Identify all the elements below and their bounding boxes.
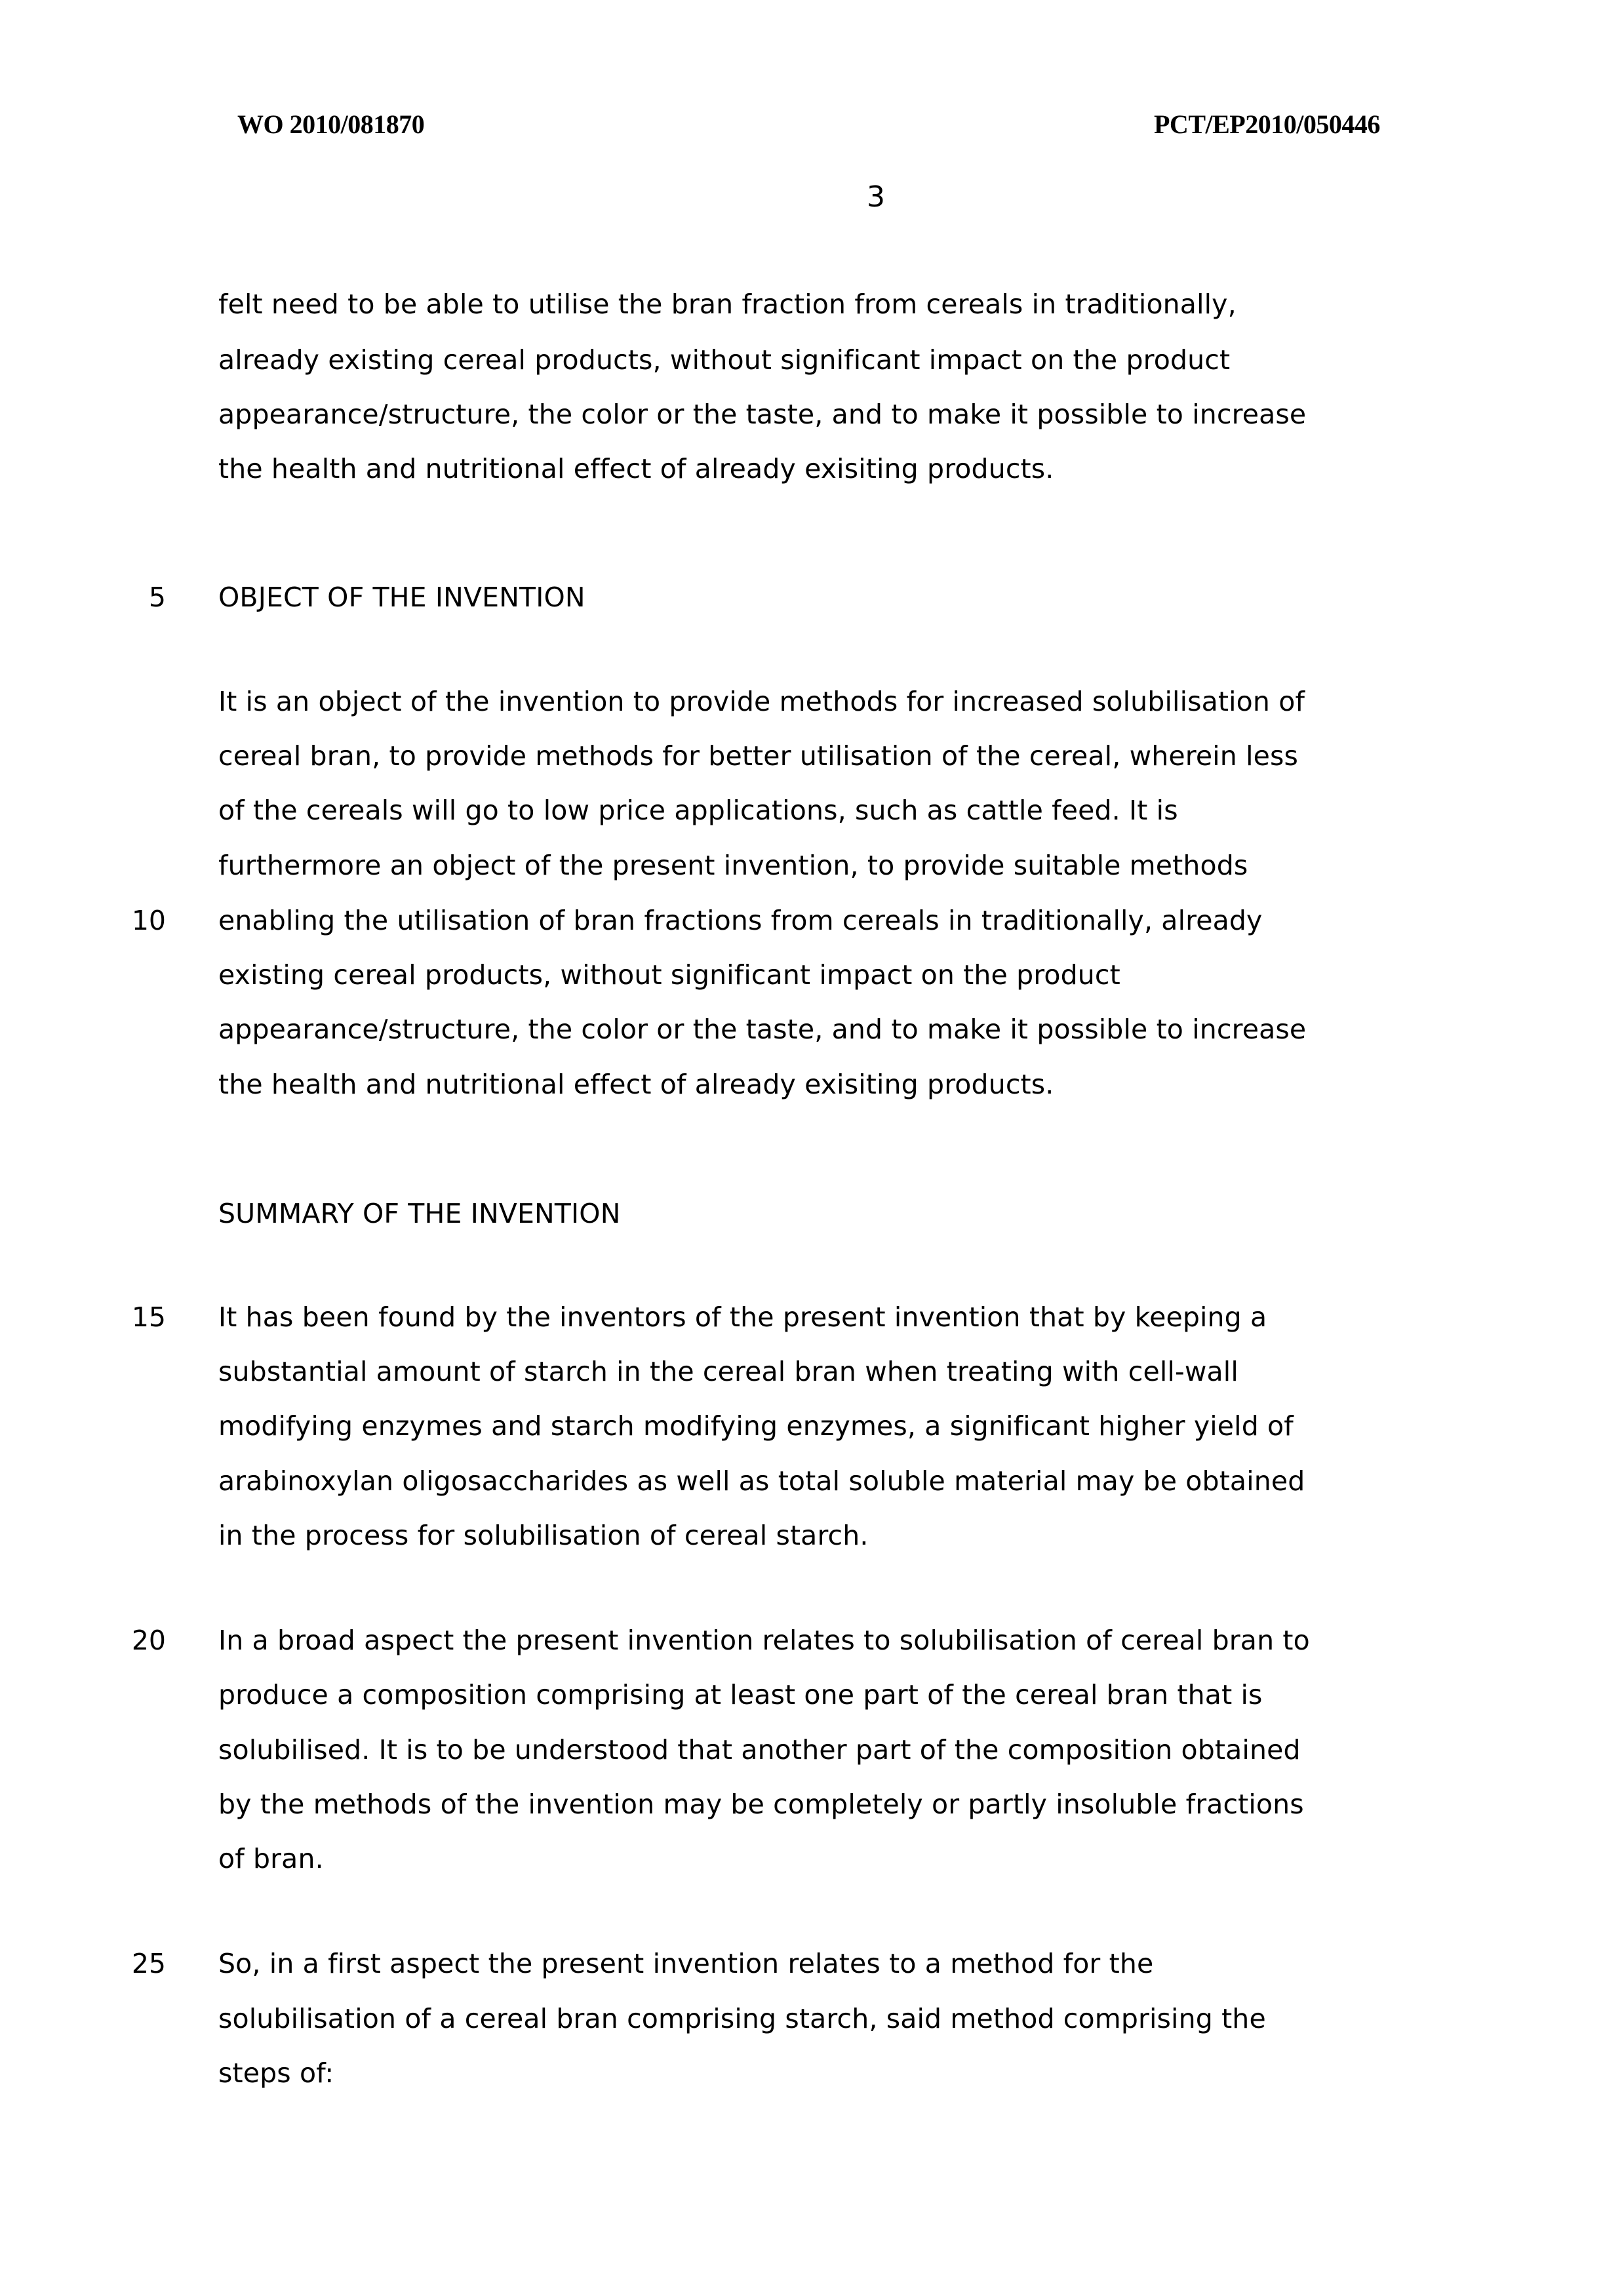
text-line: In a broad aspect the present invention relates to solubilisation of cereal bran to	[218, 1625, 1310, 1656]
page-number: 3	[867, 180, 885, 214]
text-line: by the methods of the invention may be completely or partly insoluble fractions	[218, 1789, 1304, 1820]
publication-number: WO 2010/081870	[237, 109, 425, 139]
text-line: cereal bran, to provide methods for better utilisation of the cereal, wherein less	[218, 740, 1299, 772]
text-line: produce a composition comprising at least one part of the cereal bran that is	[218, 1679, 1263, 1711]
text-line: already existing cereal products, without significant impact on the product	[218, 344, 1231, 376]
text-line: in the process for solubilisation of cereal starch.	[218, 1520, 869, 1551]
text-line: arabinoxylan oligosaccharides as well as total soluble material may be obtained	[218, 1465, 1305, 1497]
text-line: furthermore an object of the present invention, to provide suitable methods	[218, 850, 1248, 881]
text-line: steps of:	[218, 2057, 334, 2089]
text-line: solubilisation of a cereal bran comprising starch, said method comprising the	[218, 2003, 1266, 2034]
text-line: of the cereals will go to low price applications, such as cattle feed. It is	[218, 795, 1178, 826]
text-line: appearance/structure, the color or the taste, and to make it possible to increase	[218, 1014, 1307, 1045]
text-line: felt need to be able to utilise the bran fraction from cereals in traditionally,	[218, 288, 1237, 320]
text-line: So, in a first aspect the present invention relates to a method for the	[218, 1948, 1154, 1979]
text-line: of bran.	[218, 1843, 324, 1874]
section-heading-object: OBJECT OF THE INVENTION	[218, 582, 585, 613]
line-number-25: 25	[131, 1948, 166, 1979]
text-line: the health and nutritional effect of already exisiting products.	[218, 1069, 1054, 1100]
text-line: enabling the utilisation of bran fractions from cereals in traditionally, already	[218, 905, 1263, 936]
text-line: It has been found by the inventors of the present invention that by keeping a	[218, 1301, 1267, 1333]
text-line: It is an object of the invention to provide methods for increased solubilisation of	[218, 686, 1305, 717]
text-line: appearance/structure, the color or the taste, and to make it possible to increase	[218, 399, 1307, 430]
line-number-10: 10	[131, 905, 166, 936]
text-line: solubilised. It is to be understood that another part of the composition obtained	[218, 1734, 1301, 1766]
text-line: modifying enzymes and starch modifying enzymes, a significant higher yield of	[218, 1410, 1294, 1442]
line-number-20: 20	[131, 1625, 166, 1656]
text-line: substantial amount of starch in the cereal bran when treating with cell-wall	[218, 1356, 1238, 1387]
application-number: PCT/EP2010/050446	[1154, 109, 1380, 139]
text-line: existing cereal products, without significant impact on the product	[218, 959, 1120, 991]
line-number-15: 15	[131, 1301, 166, 1333]
line-number-5: 5	[148, 582, 166, 613]
section-heading-summary: SUMMARY OF THE INVENTION	[218, 1198, 621, 1229]
text-line: the health and nutritional effect of already exisiting products.	[218, 453, 1054, 485]
